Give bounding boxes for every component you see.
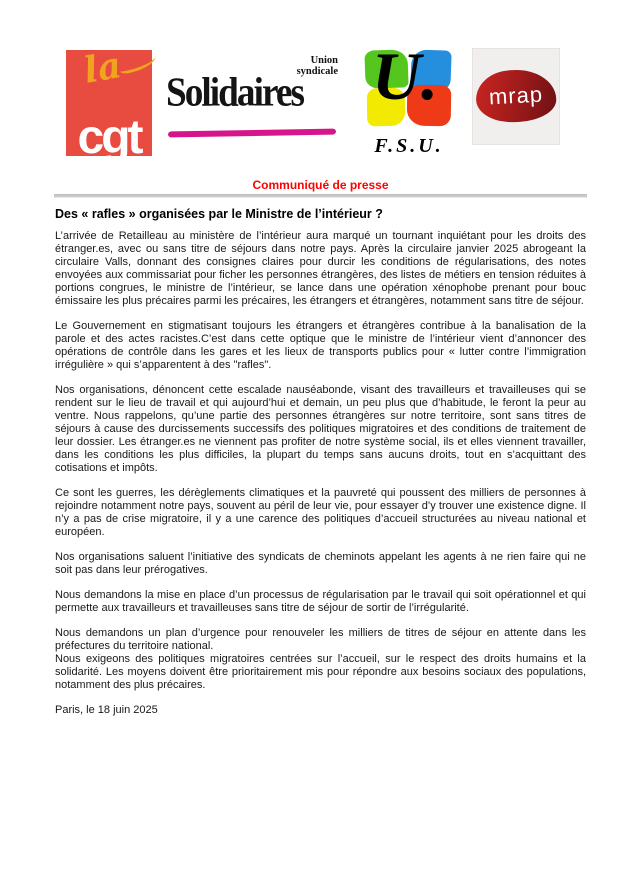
logo-header [0,38,641,164]
solidaires-wordmark: Solidaires [166,69,303,116]
document-body [55,230,586,692]
paragraph: L’arrivée de Retailleau au ministère de l’intérieur aura marqué un tournant inquiétant pour les droits des étranger.es, avec ou sans titre de séjours dans notre pays. Après la circulaire janvier 2025 abrogeant la circulaire Valls, donnant des consignes claires pour durcir les conditions de régularisations, des notes envoyées aux commissariat pour ficher les personnes étrangères, des listes de métiers en tension réduites à portions congrues, le ministre de l’intérieur, se lance dans une opération xénophobe prenant pour bouc émissaire les plus précaires parmi les précaires, les étrangers et étrangères, notamment sans titre de séjour. [55,230,586,307]
mrap-brush-stroke [475,68,558,124]
fsu-caption: F.S.U. [374,135,444,157]
fsu-logo [356,38,462,158]
cgt-logo [66,44,152,164]
paragraph: Nos organisations saluent l’initiative des syndicats de cheminots appelant les agents à ne rien faire qui ne soit pas dans leur prérogatives. [55,551,586,576]
date-line: Paris, le 18 juin 2025 [55,704,158,716]
solidaires-union-line2: syndicale [296,65,338,77]
fsu-u-wordmark: U. [372,38,439,114]
press-release-label: Communiqué de presse [252,178,389,192]
divider-rule [54,194,587,198]
cgt-la-script-text: la [80,44,125,92]
cgt-wordmark: cgt [77,111,141,164]
paragraph: Le Gouvernement en stigmatisant toujours les étrangers et étrangères contribue à la banalisation de la parole et des actes racistes.C’est dans cette optique que le ministre de l’intérieur vient d’annoncer des opérations de contrôle dans les gares et les lieux de transports publics pour « lutter contre l’immigration irrégulière » qui s’apparentent à des "rafles". [55,320,586,371]
solidaires-logo [166,56,340,144]
press-release-page [0,38,641,869]
solidaires-pink-underline [168,129,336,138]
paragraph: Nous exigeons des politiques migratoires centrées sur l’accueil, sur le respect des droits humains et la solidarité. Les moyens doivent être prioritairement mis pour répondre aux besoins sociaux des populations, notamment des plus précaires. [55,653,586,691]
document-title: Des « rafles » organisées par le Ministre de l’intérieur ? [55,207,383,221]
mrap-logo [472,48,560,145]
mrap-wordmark: mrap [488,81,544,110]
paragraph: Ce sont les guerres, les dérèglements climatiques et la pauvreté qui poussent des milliers de personnes à rejoindre notamment notre pays, souvent au péril de leur vie, pour essayer d’y trouver une existence digne. Il n’y a pas de crise migratoire, il y a une carence des politiques d’accueil structurées au niveau national et européen. [55,487,586,538]
paragraph: Nos organisations, dénoncent cette escalade nauséabonde, visant des travailleurs et travailleuses qui se rendent sur le lieu de travail et qui aujourd’hui et demain, un peu plus que d’habitude, le feront la peur au ventre. Nous rappelons, qu’une partie des personnes étrangères sur notre territoire, sont sans titres de séjours à cause des durcissements successifs des politiques migratoires et des conditions de traitement de leur dossier. Les étranger.es ne viennent pas profiter de notre système social, ils et elles viennent travailler, dans les conditions les plus difficiles, la plupart du temps sans aucuns droits, tout en s’acquittant des cotisations et impôts. [55,384,586,474]
paragraph: Nous demandons un plan d’urgence pour renouveler les milliers de titres de séjour en attente dans les préfectures du territoire national. [55,627,586,652]
solidaires-union-line1: Union [310,55,338,66]
paragraph: Nous demandons la mise en place d’un processus de régularisation par le travail qui soit opérationnel et qui permette aux travailleurs et travailleuses sans titre de séjour de sortir de l’irrégularité. [55,589,586,614]
